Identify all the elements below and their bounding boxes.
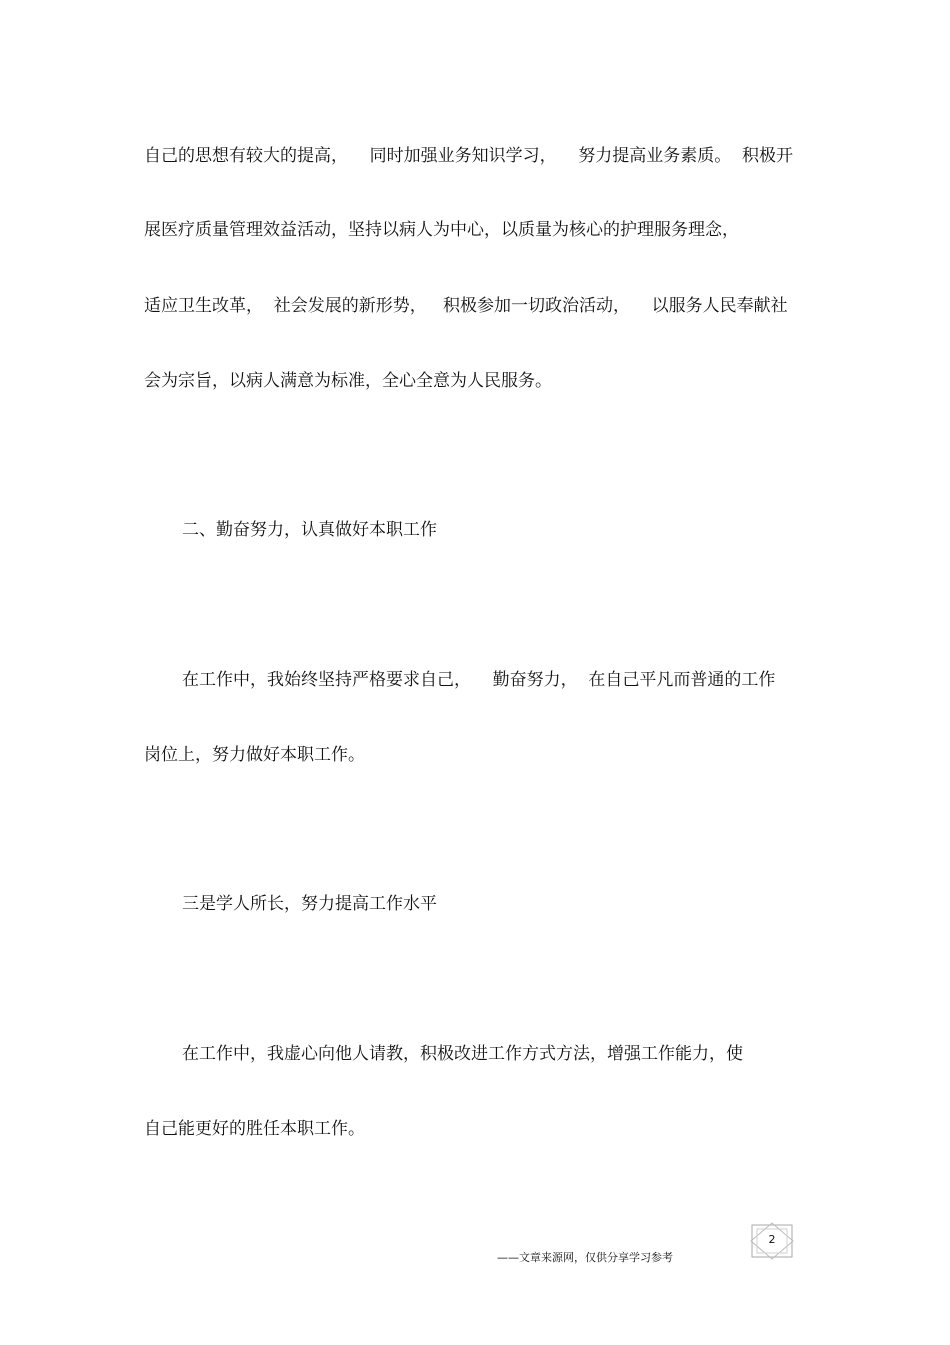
page-number: 2 [768, 1233, 776, 1246]
section-heading-2: 二、勤奋努力，认真做好本职工作 [182, 520, 437, 540]
section-heading-3: 三是学人所长，努力提高工作水平 [182, 894, 437, 914]
paragraph-1-line-1: 自己的思想有较大的提高， 同时加强业务知识学习， 努力提高业务素质。 积极开 [144, 146, 794, 166]
page-number-badge [748, 1221, 796, 1261]
paragraph-1-line-4: 会为宗旨，以病人满意为标准，全心全意为人民服务。 [144, 371, 552, 391]
paragraph-3-line-2: 自己能更好的胜任本职工作。 [144, 1119, 365, 1139]
paragraph-2-line-1: 在工作中，我始终坚持严格要求自己， 勤奋努力， 在自己平凡而普通的工作 [182, 670, 776, 690]
paragraph-2-line-2: 岗位上，努力做好本职工作。 [144, 745, 365, 765]
footer-source-text: ——文章来源网，仅供分享学习参考 [497, 1251, 673, 1264]
paragraph-1-line-2: 展医疗质量管理效益活动，坚持以病人为中心，以质量为核心的护理服务理念， [144, 220, 739, 240]
paragraph-3-line-1: 在工作中，我虚心向他人请教，积极改进工作方式方法，增强工作能力，使 [182, 1044, 743, 1064]
paragraph-1-line-3: 适应卫生改革， 社会发展的新形势， 积极参加一切政治活动， 以服务人民奉献社 [144, 296, 788, 316]
